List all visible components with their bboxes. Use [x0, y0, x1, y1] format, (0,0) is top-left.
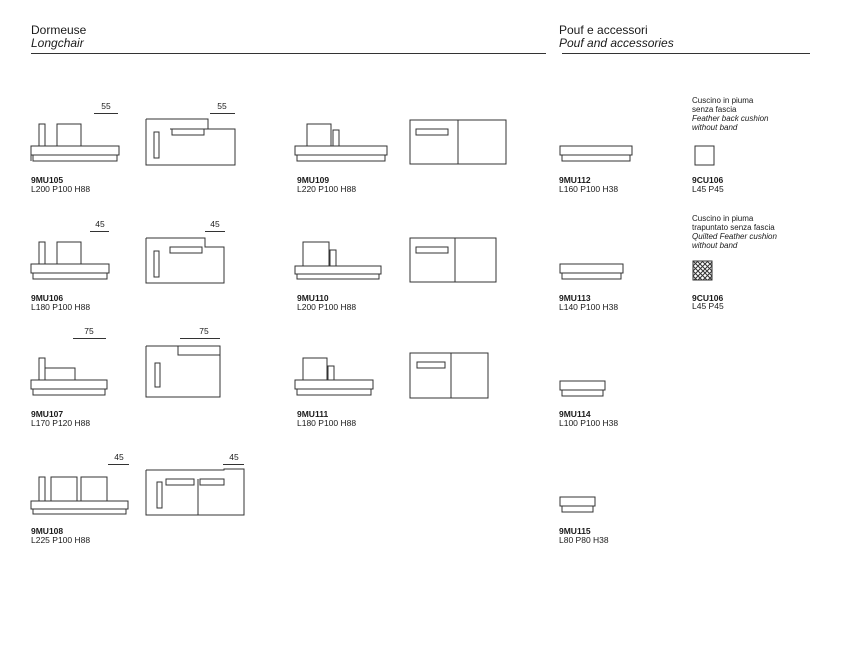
product-dimensions: L45 P45 [692, 184, 724, 194]
product-code: 9MU114 [559, 409, 591, 419]
longchair-plan-view [409, 119, 509, 165]
section-title-en: Longchair [31, 36, 84, 50]
longchair-side-view [295, 122, 389, 166]
dimension-label: 55 [217, 101, 227, 111]
product-dimensions: L45 P45 [692, 301, 724, 311]
dimension-line [108, 464, 129, 465]
product-code: 9CU106 [692, 293, 724, 303]
product-dimensions: L225 P100 H88 [31, 535, 91, 545]
product-dimensions: L200 P100 H88 [31, 184, 91, 194]
dimension-line [210, 113, 235, 114]
pouf-side-view [560, 496, 598, 516]
longchair-plan-view [146, 118, 238, 166]
product-code: 9MU106 [31, 293, 64, 303]
cushion-note: Cuscino in piuma senza fascia Feather back cushion without band [692, 96, 769, 132]
product-dimensions: L220 P100 H88 [297, 184, 357, 194]
dimension-label: 45 [95, 219, 105, 229]
pouf-side-view [560, 145, 634, 165]
dimension-label: 45 [114, 452, 124, 462]
product-dimensions: L80 P80 H38 [559, 535, 609, 545]
dimension-line [223, 464, 244, 465]
section-title-it: Pouf e accessori [559, 23, 648, 37]
product-code: 9MU109 [297, 175, 330, 185]
dimension-label: 75 [199, 326, 209, 336]
quilted-cushion-icon [692, 260, 714, 282]
product-dimensions: L180 P100 H88 [297, 418, 357, 428]
pouf-side-view [560, 380, 608, 400]
product-dimensions: L140 P100 H38 [559, 302, 619, 312]
product-code: 9MU107 [31, 409, 64, 419]
section-title-en: Pouf and accessories [559, 36, 674, 50]
product-code: 9MU110 [297, 293, 329, 303]
longchair-side-view [295, 240, 383, 284]
product-dimensions: L180 P100 H88 [31, 302, 91, 312]
dimension-label: 55 [101, 101, 111, 111]
dimension-label: 75 [84, 326, 94, 336]
section-title-pouf [559, 24, 674, 50]
longchair-plan-view [146, 469, 246, 517]
longchair-plan-view [409, 352, 491, 400]
longchair-side-view [31, 238, 111, 284]
section-rule-pouf [562, 53, 810, 54]
product-code: 9MU111 [297, 409, 329, 419]
product-code: 9MU115 [559, 526, 591, 536]
product-code: 9MU112 [559, 175, 591, 185]
dimension-line [90, 231, 109, 232]
longchair-plan-view [146, 345, 222, 399]
longchair-side-view [295, 356, 377, 400]
product-dimensions: L170 P120 H88 [31, 418, 91, 428]
section-title-longchair [31, 24, 86, 50]
dimension-label: 45 [210, 219, 220, 229]
longchair-side-view [31, 356, 109, 400]
longchair-plan-view [409, 237, 499, 283]
longchair-side-view [31, 475, 131, 517]
section-title-it: Dormeuse [31, 23, 87, 37]
dimension-line [94, 113, 118, 114]
product-dimensions: L100 P100 H38 [559, 418, 619, 428]
product-code: 9MU108 [31, 526, 64, 536]
product-dimensions: L200 P100 H88 [297, 302, 357, 312]
longchair-side-view [31, 120, 121, 166]
cushion-icon [694, 145, 716, 167]
product-code: 9MU105 [31, 175, 64, 185]
section-rule-longchair [31, 53, 546, 54]
product-code: 9CU106 [692, 175, 724, 185]
dimension-line [73, 338, 106, 339]
dimension-line [180, 338, 220, 339]
pouf-side-view [560, 263, 626, 283]
dimension-label: 45 [229, 452, 239, 462]
product-dimensions: L160 P100 H38 [559, 184, 619, 194]
longchair-plan-view [146, 237, 228, 285]
product-code: 9MU113 [559, 293, 591, 303]
dimension-line [205, 231, 225, 232]
cushion-note: Cuscino in piuma trapuntato senza fascia Quilted Feather cushion without band [692, 214, 777, 250]
